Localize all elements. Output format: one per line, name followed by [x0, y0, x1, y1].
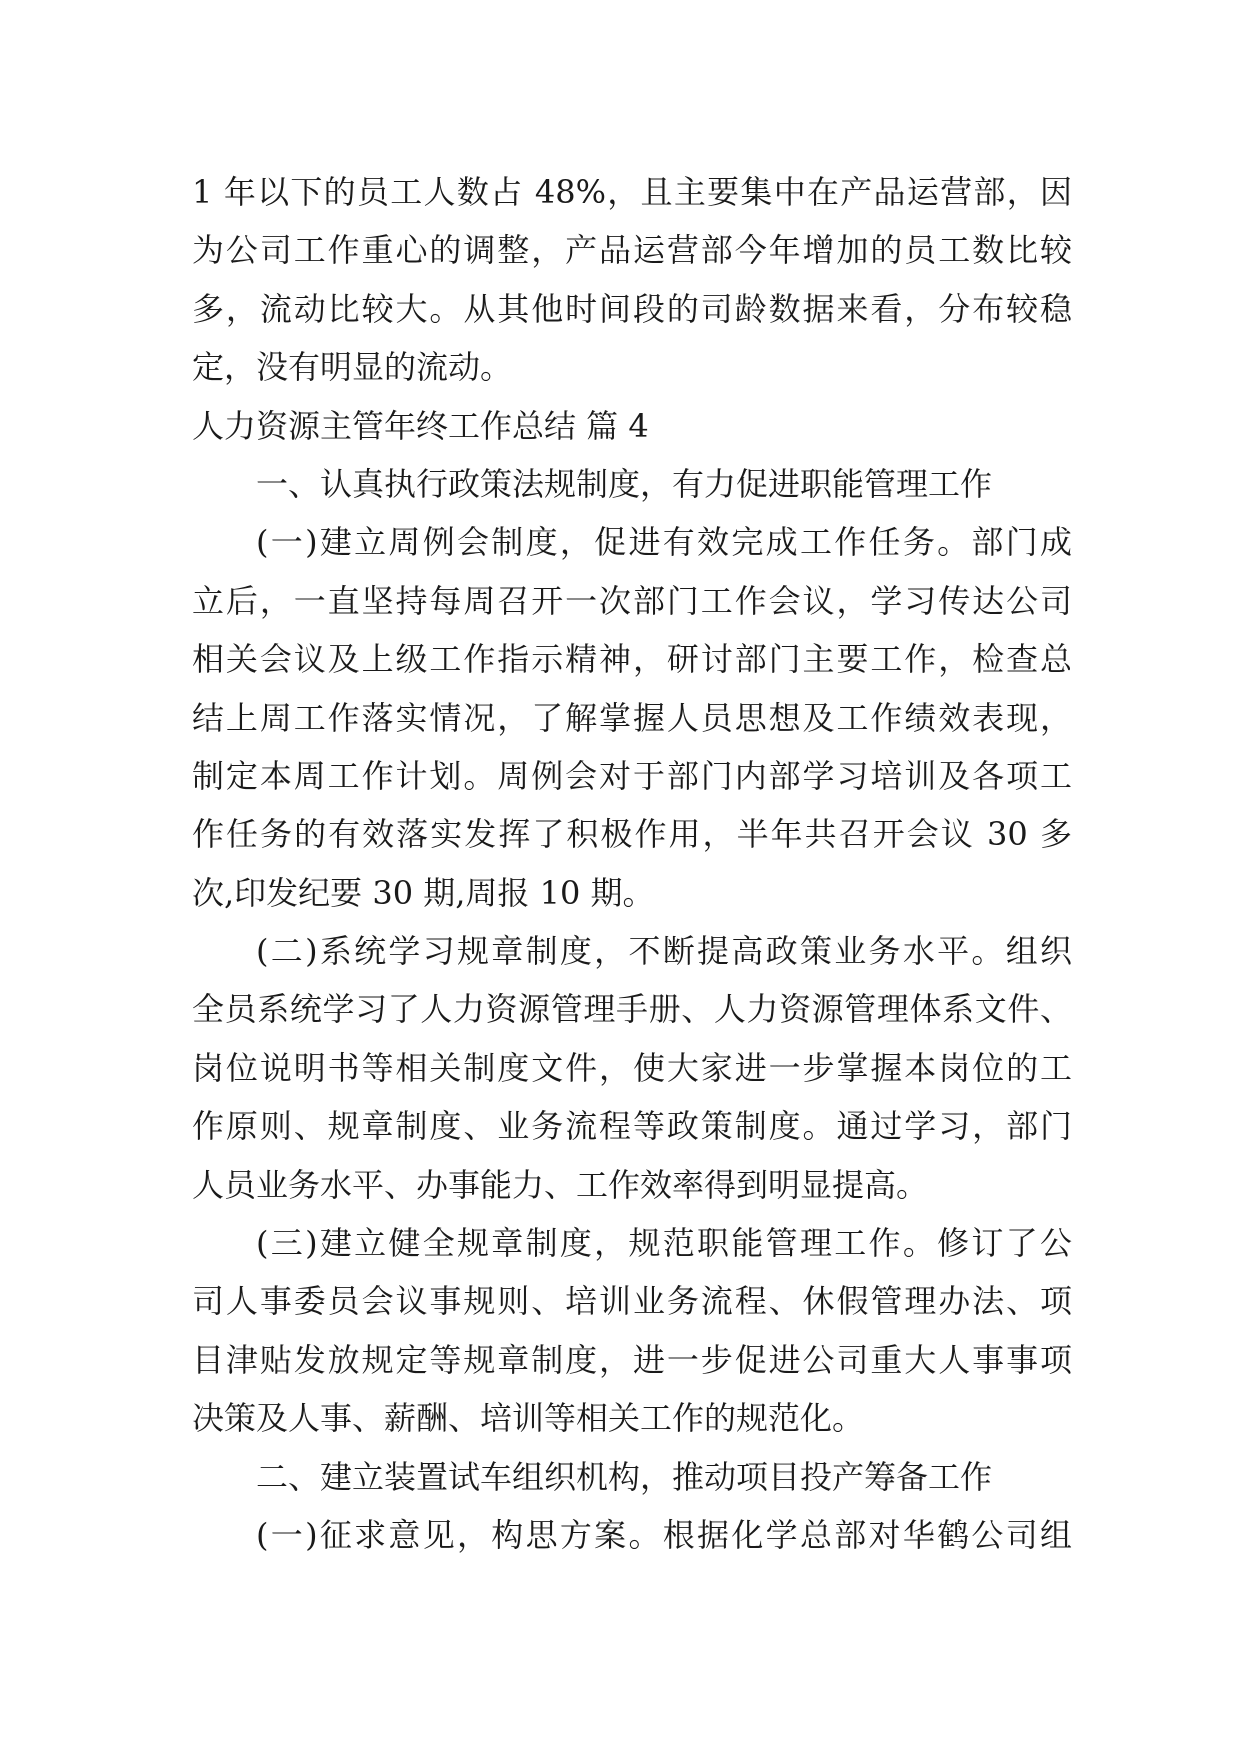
- text-line: 岗位说明书等相关制度文件，使大家进一步掌握本岗位的工: [192, 1048, 1072, 1087]
- text-line: 相关会议及上级工作指示精神，研讨部门主要工作，检查总: [192, 640, 1072, 679]
- text-line: 制定本周工作计划。周例会对于部门内部学习培训及各项工: [192, 756, 1072, 795]
- text-line: 为公司工作重心的调整，产品运营部今年增加的员工数比较: [192, 231, 1072, 270]
- text-line: 次,印发纪要 30 期,周报 10 期。: [192, 873, 655, 912]
- text-line: 二、建立装置试车组织机构，推动项目投产筹备工作: [256, 1457, 993, 1496]
- text-line: 司人事委员会议事规则、培训业务流程、休假管理办法、项: [192, 1282, 1072, 1321]
- text-line: 1 年以下的员工人数占 48%，且主要集中在产品运营部，因: [192, 173, 1072, 211]
- text-line: 人员业务水平、办事能力、工作效率得到明显提高。: [192, 1165, 929, 1204]
- text-line: 立后，一直坚持每周召开一次部门工作会议，学习传达公司: [192, 581, 1072, 620]
- document-body: [192, 163, 1072, 1564]
- text-line: (二)系统学习规章制度，不断提高政策业务水平。组织: [256, 932, 1072, 971]
- text-line: 结上周工作落实情况，了解掌握人员思想及工作绩效表现，: [192, 698, 1072, 737]
- text-line: (一)征求意见，构思方案。根据化学总部对华鹤公司组: [256, 1515, 1072, 1554]
- text-line: 一、认真执行政策法规制度，有力促进职能管理工作: [256, 464, 993, 503]
- text-line: 作原则、规章制度、业务流程等政策制度。通过学习，部门: [192, 1107, 1072, 1146]
- text-line: (三)建立健全规章制度，规范职能管理工作。修订了公: [256, 1224, 1072, 1263]
- text-line: 作任务的有效落实发挥了积极作用，半年共召开会议 30 多: [192, 815, 1072, 854]
- section-heading: 人力资源主管年终工作总结 篇 4: [192, 406, 649, 445]
- text-line: 决策及人事、薪酬、培训等相关工作的规范化。: [192, 1399, 865, 1438]
- text-line: 定，没有明显的流动。: [192, 348, 513, 387]
- text-line: 目津贴发放规定等规章制度，进一步促进公司重大人事事项: [192, 1340, 1072, 1379]
- text-line: (一)建立周例会制度，促进有效完成工作任务。部门成: [256, 523, 1072, 562]
- text-line: 全员系统学习了人力资源管理手册、人力资源管理体系文件、: [192, 990, 1072, 1029]
- text-line: 多，流动比较大。从其他时间段的司龄数据来看，分布较稳: [192, 289, 1072, 328]
